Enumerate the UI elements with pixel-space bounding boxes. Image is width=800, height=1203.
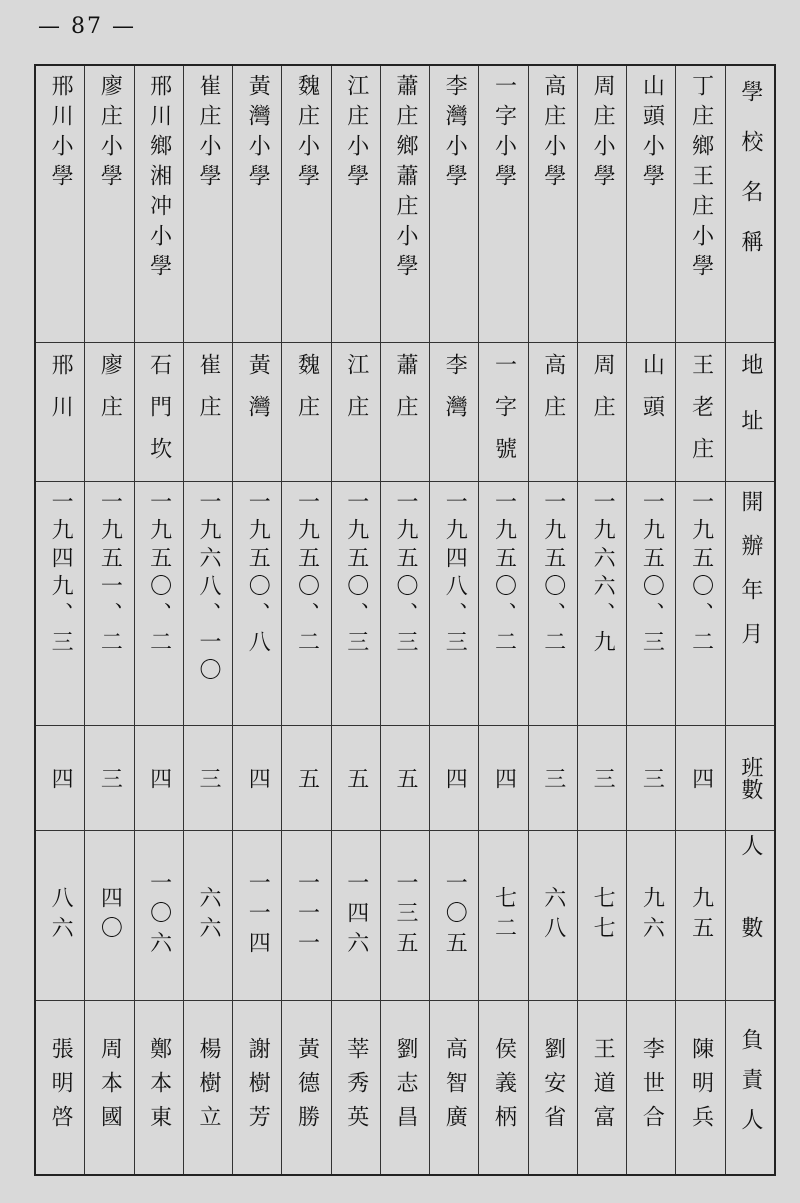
school-founded-cell	[36, 482, 84, 726]
school-address: 魏庄	[294, 353, 320, 437]
school-address-cell	[184, 343, 232, 482]
school-address-cell	[282, 343, 330, 482]
school-classes: 四	[245, 767, 271, 789]
school-name: 丁庄鄉王庄小學	[688, 74, 714, 284]
school-name: 江庄小學	[343, 74, 369, 194]
school-column	[232, 66, 281, 1174]
school-column	[528, 66, 577, 1174]
school-students: 一四六	[343, 870, 369, 961]
school-founded: 一九四八、三	[442, 490, 468, 658]
school-students-cell	[627, 831, 675, 1001]
school-classes-cell	[627, 726, 675, 831]
header-founded: 開辦年月	[737, 490, 763, 666]
school-founded: 一九五〇、三	[343, 490, 369, 658]
school-name: 高庄小學	[540, 74, 566, 194]
school-classes: 三	[195, 767, 221, 789]
school-students: 一三五	[393, 870, 418, 961]
school-column	[134, 66, 183, 1174]
school-name: 一字小學	[491, 74, 517, 194]
school-address: 李灣	[442, 353, 468, 437]
school-column	[577, 66, 626, 1174]
school-address: 崔庄	[195, 353, 221, 437]
school-head-cell	[676, 1001, 724, 1174]
header-name-cell	[726, 66, 774, 343]
school-name-cell	[282, 66, 330, 343]
school-students: 一一一	[294, 870, 320, 961]
header-students: 人數	[737, 833, 763, 998]
school-classes-cell	[676, 726, 724, 831]
school-students-cell	[36, 831, 84, 1001]
school-students-cell	[381, 831, 429, 1001]
school-name-cell	[332, 66, 380, 343]
school-name-cell	[676, 66, 724, 343]
school-classes: 五	[343, 767, 369, 789]
school-founded: 一九五〇、二	[146, 490, 172, 658]
school-head-cell	[36, 1001, 84, 1174]
school-head: 莘秀英	[343, 1036, 369, 1139]
school-students: 七七	[590, 885, 616, 946]
school-address-cell	[36, 343, 84, 482]
school-students-cell	[282, 831, 330, 1001]
school-address: 石門坎	[146, 353, 172, 479]
school-address-cell	[479, 343, 527, 482]
school-address-cell	[332, 343, 380, 482]
school-address-cell	[430, 343, 478, 482]
school-students: 一〇六	[146, 870, 172, 961]
school-head: 周本國	[97, 1036, 123, 1139]
school-head-cell	[184, 1001, 232, 1174]
school-students-cell	[479, 831, 527, 1001]
school-column	[36, 66, 84, 1174]
school-head: 黃德勝	[294, 1036, 320, 1139]
school-address: 廖庄	[97, 353, 123, 437]
school-classes-cell	[233, 726, 281, 831]
school-name-cell	[233, 66, 281, 343]
school-address: 高庄	[540, 353, 566, 437]
school-students: 一〇五	[442, 870, 468, 961]
school-head: 劉安省	[540, 1036, 566, 1139]
school-classes: 四	[48, 767, 74, 789]
school-column	[478, 66, 527, 1174]
school-students: 六八	[540, 885, 566, 946]
school-classes-cell	[479, 726, 527, 831]
school-column	[675, 66, 724, 1174]
school-address: 山頭	[639, 353, 665, 437]
school-address: 王老庄	[688, 353, 714, 479]
school-head-cell	[282, 1001, 330, 1174]
school-head-cell	[135, 1001, 183, 1174]
school-head: 高智廣	[442, 1036, 468, 1139]
school-classes-cell	[184, 726, 232, 831]
school-address-cell	[627, 343, 675, 482]
school-classes: 三	[540, 767, 566, 789]
school-classes: 五	[294, 767, 320, 789]
school-founded-cell	[627, 482, 675, 726]
school-classes-cell	[36, 726, 84, 831]
school-founded: 一九五〇、八	[245, 490, 271, 658]
school-founded: 一九六八、一〇	[195, 490, 221, 686]
school-founded-cell	[135, 482, 183, 726]
school-head: 劉志昌	[393, 1036, 418, 1139]
school-table	[34, 64, 776, 1176]
school-column	[183, 66, 232, 1174]
school-founded-cell	[184, 482, 232, 726]
school-founded-cell	[381, 482, 429, 726]
school-head-cell	[233, 1001, 281, 1174]
school-name: 山頭小學	[639, 74, 665, 194]
school-students-cell	[676, 831, 724, 1001]
school-students-cell	[184, 831, 232, 1001]
school-students-cell	[85, 831, 133, 1001]
school-classes-cell	[282, 726, 330, 831]
school-address-cell	[578, 343, 626, 482]
header-column	[725, 66, 774, 1174]
school-students: 七二	[491, 885, 517, 946]
school-founded-cell	[479, 482, 527, 726]
school-founded: 一九五〇、二	[294, 490, 320, 658]
school-founded-cell	[233, 482, 281, 726]
school-students: 八六	[48, 885, 74, 946]
school-column	[84, 66, 133, 1174]
school-head: 鄭本東	[146, 1036, 172, 1139]
school-head: 王道富	[590, 1036, 616, 1139]
school-founded: 一九五〇、二	[491, 490, 517, 658]
school-classes-cell	[381, 726, 429, 831]
school-name: 魏庄小學	[294, 74, 320, 194]
school-name-cell	[381, 66, 429, 343]
school-column	[380, 66, 429, 1174]
school-classes: 三	[639, 767, 665, 789]
school-students-cell	[578, 831, 626, 1001]
header-head: 負責人	[737, 1027, 763, 1148]
school-classes-cell	[85, 726, 133, 831]
school-classes: 四	[146, 767, 172, 789]
school-column	[331, 66, 380, 1174]
school-classes: 五	[393, 767, 418, 789]
school-founded-cell	[578, 482, 626, 726]
school-name-cell	[578, 66, 626, 343]
school-classes-cell	[332, 726, 380, 831]
school-address: 一字號	[491, 353, 517, 479]
school-name: 邢川鄉湘冲小學	[146, 74, 172, 284]
school-head-cell	[332, 1001, 380, 1174]
school-head: 陳明兵	[688, 1036, 714, 1139]
header-classes-cell	[726, 726, 774, 831]
school-founded-cell	[676, 482, 724, 726]
school-head-cell	[627, 1001, 675, 1174]
school-name-cell	[479, 66, 527, 343]
school-head: 謝樹芳	[245, 1036, 271, 1139]
school-name-cell	[135, 66, 183, 343]
school-classes-cell	[578, 726, 626, 831]
school-address-cell	[381, 343, 429, 482]
school-name: 蕭庄鄉蕭庄小學	[393, 74, 418, 284]
header-address-cell	[726, 343, 774, 482]
header-head-cell	[726, 1001, 774, 1174]
school-founded: 一九五〇、三	[639, 490, 665, 658]
school-founded-cell	[430, 482, 478, 726]
school-students-cell	[233, 831, 281, 1001]
school-founded: 一九五一、二	[97, 490, 123, 658]
school-head: 侯義柄	[491, 1036, 517, 1139]
school-address: 邢川	[48, 353, 74, 437]
school-address-cell	[135, 343, 183, 482]
school-classes: 四	[491, 767, 517, 789]
school-students: 九六	[639, 885, 665, 946]
school-head-cell	[85, 1001, 133, 1174]
school-name-cell	[529, 66, 577, 343]
school-address: 周庄	[590, 353, 616, 437]
school-founded: 一九四九、三	[48, 490, 74, 658]
school-column	[429, 66, 478, 1174]
school-head: 李世合	[639, 1036, 665, 1139]
school-founded: 一九六六、九	[590, 490, 616, 658]
school-head-cell	[529, 1001, 577, 1174]
header-address: 地址	[737, 353, 763, 465]
school-students-cell	[332, 831, 380, 1001]
school-head: 張明啓	[48, 1036, 74, 1139]
school-founded-cell	[529, 482, 577, 726]
school-column	[626, 66, 675, 1174]
school-name-cell	[430, 66, 478, 343]
header-classes: 班數	[737, 756, 763, 800]
school-name: 李灣小學	[442, 74, 468, 194]
school-head-cell	[479, 1001, 527, 1174]
school-founded: 一九五〇、二	[688, 490, 714, 658]
school-classes: 三	[97, 767, 123, 789]
school-name: 廖庄小學	[97, 74, 123, 194]
school-name-cell	[627, 66, 675, 343]
school-address-cell	[676, 343, 724, 482]
school-classes-cell	[529, 726, 577, 831]
school-address: 江庄	[343, 353, 369, 437]
header-name: 學校名稱	[737, 80, 763, 280]
school-address-cell	[529, 343, 577, 482]
page-number: — 87 —	[38, 14, 136, 39]
header-founded-cell	[726, 482, 774, 726]
school-students: 四〇	[97, 885, 123, 946]
school-name: 崔庄小學	[195, 74, 221, 194]
school-students-cell	[135, 831, 183, 1001]
school-name-cell	[36, 66, 84, 343]
school-address-cell	[233, 343, 281, 482]
school-founded-cell	[85, 482, 133, 726]
school-students-cell	[430, 831, 478, 1001]
school-head: 楊樹立	[195, 1036, 221, 1139]
school-column	[281, 66, 330, 1174]
school-founded: 一九五〇、三	[393, 490, 418, 658]
school-address: 黃灣	[245, 353, 271, 437]
school-address-cell	[85, 343, 133, 482]
school-classes-cell	[430, 726, 478, 831]
school-founded: 一九五〇、二	[540, 490, 566, 658]
school-students: 一一四	[245, 870, 271, 961]
school-classes: 三	[590, 767, 616, 789]
header-students-cell	[726, 831, 774, 1001]
school-students: 九五	[688, 885, 714, 946]
school-classes: 四	[442, 767, 468, 789]
school-name: 黃灣小學	[245, 74, 271, 194]
school-classes-cell	[135, 726, 183, 831]
school-head-cell	[578, 1001, 626, 1174]
school-name: 邢川小學	[48, 74, 74, 194]
school-head-cell	[430, 1001, 478, 1174]
school-classes: 四	[688, 767, 714, 789]
school-students: 六六	[195, 885, 221, 946]
school-name: 周庄小學	[590, 74, 616, 194]
school-name-cell	[184, 66, 232, 343]
school-founded-cell	[282, 482, 330, 726]
school-head-cell	[381, 1001, 429, 1174]
school-address: 蕭庄	[393, 353, 418, 437]
school-name-cell	[85, 66, 133, 343]
school-founded-cell	[332, 482, 380, 726]
school-students-cell	[529, 831, 577, 1001]
